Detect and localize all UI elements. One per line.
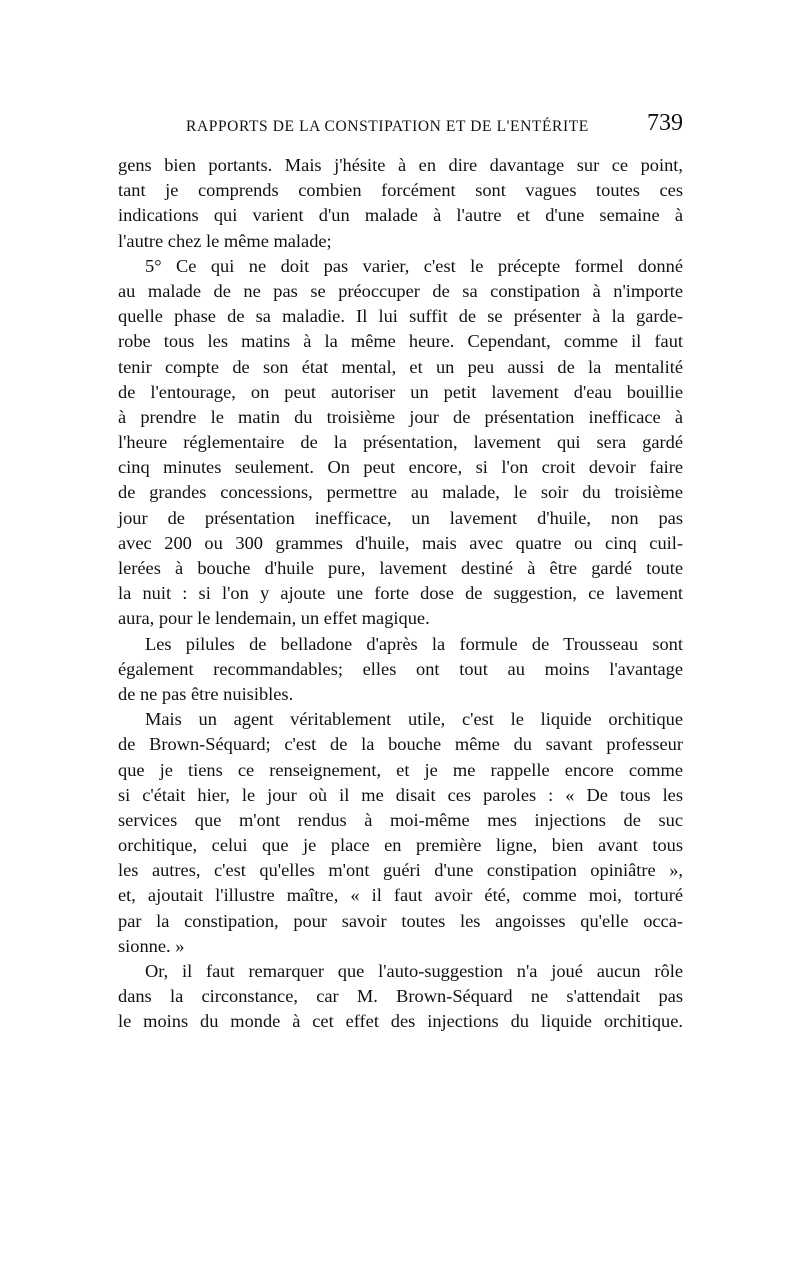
text-line: avec 200 ou 300 grammes d'huile, mais avec quatre ou cinq cuil- [118, 532, 683, 553]
text-line: robe tous les matins à la même heure. Cependant, comme il faut [118, 331, 683, 352]
text-line: jour de présentation inefficace, un lavement d'huile, non pas [118, 507, 683, 528]
text-line: de grandes concessions, permettre au malade, le soir du troisième [118, 482, 683, 503]
text-line: Les pilules de belladone d'après la formule de Trousseau sont [145, 633, 683, 654]
text-line: indications qui varient d'un malade à l'autre et d'une semaine à [118, 205, 683, 226]
text-line: orchitique, celui que je place en première ligne, bien avant tous [118, 835, 683, 856]
text-line: Mais un agent véritablement utile, c'est le liquide orchitique [145, 709, 683, 730]
text-line: également recommandables; elles ont tout au moins l'avantage [118, 658, 683, 679]
text-line: de Brown-Séquard; c'est de la bouche même du savant professeur [118, 734, 683, 755]
text-line: aura, pour le lendemain, un effet magique. [118, 608, 430, 629]
text-line: 5° Ce qui ne doit pas varier, c'est le précepte formel donné [145, 255, 683, 276]
text-line: et, ajoutait l'illustre maître, « il faut avoir été, comme moi, torturé [118, 885, 683, 906]
body-text [118, 153, 683, 1035]
running-title: RAPPORTS DE LA CONSTIPATION ET DE L'ENTÉRITE [186, 118, 589, 135]
running-head [118, 110, 683, 140]
text-line: que je tiens ce renseignement, et je me rappelle encore comme [118, 759, 683, 780]
page-number: 739 [647, 110, 683, 136]
text-line: au malade de ne pas se préoccuper de sa constipation à n'importe [118, 280, 683, 301]
text-line: de ne pas être nuisibles. [118, 683, 294, 704]
text-line: tenir compte de son état mental, et un peu aussi de la mentalité [118, 356, 683, 377]
text-line: à prendre le matin du troisième jour de présentation inefficace à [118, 406, 683, 427]
text-line: de l'entourage, on peut autoriser un petit lavement d'eau bouillie [118, 381, 683, 402]
text-line: le moins du monde à cet effet des injections du liquide orchitique. [118, 1011, 683, 1032]
text-line: si c'était hier, le jour où il me disait ces paroles : « De tous les [118, 784, 683, 805]
text-line: quelle phase de sa maladie. Il lui suffit de se présenter à la garde- [118, 306, 683, 327]
text-line: dans la circonstance, car M. Brown-Séquard ne s'attendait pas [118, 986, 683, 1007]
text-line: tant je comprends combien forcément sont vagues toutes ces [118, 180, 683, 201]
text-line: lerées à bouche d'huile pure, lavement destiné à être gardé toute [118, 558, 683, 578]
text-line: cinq minutes seulement. On peut encore, si l'on croit devoir faire [118, 457, 683, 478]
text-line: l'autre chez le même malade; [118, 230, 332, 251]
text-line: l'heure réglementaire de la présentation, lavement qui sera gardé [118, 432, 683, 453]
text-line: les autres, c'est qu'elles m'ont guéri d'une constipation opiniâtre », [118, 860, 683, 881]
text-line: sionne. » [118, 935, 185, 956]
text-line: la nuit : si l'on y ajoute une forte dose de suggestion, ce lavement [118, 583, 683, 604]
text-line: par la constipation, pour savoir toutes les angoisses qu'elle occa- [118, 910, 683, 931]
text-line: Or, il faut remarquer que l'auto-suggestion n'a joué aucun rôle [145, 961, 683, 981]
text-line: services que m'ont rendus à moi-même mes injections de suc [118, 809, 683, 830]
text-line: gens bien portants. Mais j'hésite à en dire davantage sur ce point, [118, 155, 683, 175]
